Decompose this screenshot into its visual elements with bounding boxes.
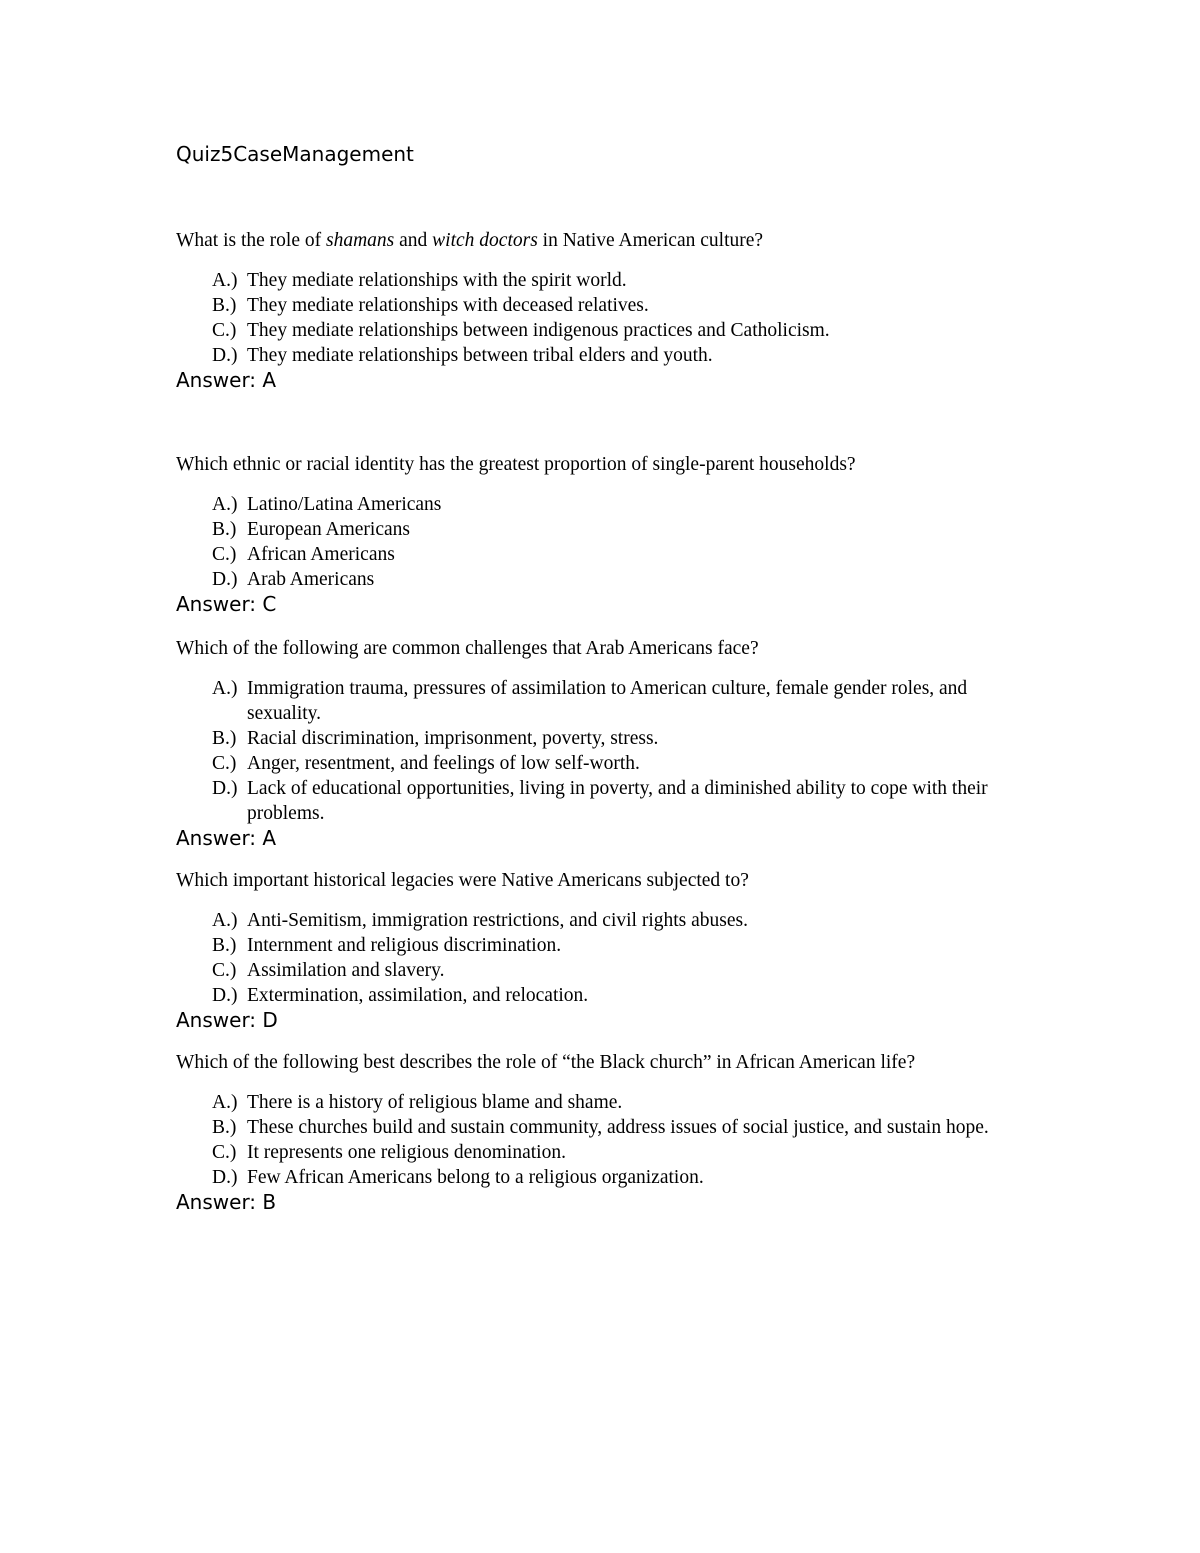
answer-options (176, 492, 1076, 592)
option-text: Assimilation and slavery. (247, 960, 445, 981)
option-letter: B.) (212, 295, 237, 316)
document-title: Quiz5CaseManagement (176, 142, 414, 166)
stem-emphasis: shamans (326, 230, 395, 251)
option-c (176, 958, 1037, 983)
option-letter: A.) (212, 910, 238, 931)
option-text: Anger, resentment, and feelings of low self-worth. (247, 753, 640, 774)
answer-key: Answer: A (176, 826, 277, 850)
option-text: They mediate relationships between indigenous practices and Catholicism. (247, 320, 830, 341)
option-a (176, 908, 1037, 933)
option-letter: D.) (212, 985, 238, 1006)
option-letter: D.) (212, 1167, 238, 1188)
option-d (176, 343, 1037, 368)
option-d (176, 776, 1037, 826)
option-b (176, 293, 1037, 318)
option-a (176, 492, 1037, 517)
question-stem: Which ethnic or racial identity has the greatest proportion of single-parent households? (176, 454, 856, 475)
option-text: They mediate relationships with the spirit world. (247, 270, 627, 291)
option-a (176, 676, 1037, 726)
option-letter: A.) (212, 494, 238, 515)
option-letter: D.) (212, 569, 238, 590)
option-text: Arab Americans (247, 569, 375, 590)
option-text: Immigration trauma, pressures of assimilation to American culture, female gender roles, and sexuality. (247, 678, 968, 724)
option-letter: C.) (212, 544, 237, 565)
option-text: They mediate relationships between tribal elders and youth. (247, 345, 713, 366)
option-a (176, 268, 1037, 293)
answer-options (176, 908, 1076, 1008)
option-d (176, 983, 1037, 1008)
stem-text: What is the role of (176, 230, 326, 251)
answer-options (176, 1090, 1076, 1190)
option-text: Internment and religious discrimination. (247, 935, 562, 956)
answer-key: Answer: C (176, 592, 277, 616)
question-stem (176, 228, 1076, 253)
option-c (176, 751, 1037, 776)
stem-text: in Native American culture? (537, 230, 764, 251)
question-1 (176, 228, 1076, 392)
option-c (176, 1140, 1037, 1165)
answer-key: Answer: D (176, 1008, 278, 1032)
option-d (176, 1165, 1037, 1190)
question-stem: Which of the following best describes the role of “the Black church” in African American life? (176, 1052, 916, 1073)
option-c (176, 542, 1037, 567)
question-stem: Which important historical legacies were Native Americans subjected to? (176, 870, 749, 891)
option-text: Latino/Latina Americans (247, 494, 442, 515)
stem-emphasis: witch doctors (432, 230, 538, 251)
option-a (176, 1090, 1037, 1115)
option-b (176, 1115, 1037, 1140)
option-b (176, 726, 1037, 751)
option-text: African Americans (247, 544, 395, 565)
option-text: Extermination, assimilation, and relocation. (247, 985, 589, 1006)
answer-options (176, 268, 1076, 368)
option-letter: B.) (212, 1117, 237, 1138)
option-letter: C.) (212, 320, 237, 341)
option-b (176, 933, 1037, 958)
answer-options (176, 676, 1076, 826)
answer-key: Answer: A (176, 368, 277, 392)
option-letter: A.) (212, 1092, 238, 1113)
question-2 (176, 452, 1076, 616)
option-c (176, 318, 1037, 343)
question-4 (176, 868, 1076, 1032)
option-letter: B.) (212, 728, 237, 749)
answer-key: Answer: B (176, 1190, 277, 1214)
option-letter: D.) (212, 778, 238, 799)
option-text: There is a history of religious blame and shame. (247, 1092, 623, 1113)
option-text: These churches build and sustain community, address issues of social justice, and sustain hope. (247, 1117, 989, 1138)
option-letter: A.) (212, 270, 238, 291)
option-letter: C.) (212, 1142, 237, 1163)
option-letter: B.) (212, 935, 237, 956)
question-5 (176, 1050, 1076, 1214)
option-letter: C.) (212, 753, 237, 774)
question-stem: Which of the following are common challenges that Arab Americans face? (176, 638, 759, 659)
option-text: European Americans (247, 519, 410, 540)
option-text: Lack of educational opportunities, living in poverty, and a diminished ability to cope with their problems. (247, 778, 988, 824)
option-text: Racial discrimination, imprisonment, poverty, stress. (247, 728, 659, 749)
option-letter: D.) (212, 345, 238, 366)
option-b (176, 517, 1037, 542)
option-letter: A.) (212, 678, 238, 699)
option-text: Anti-Semitism, immigration restrictions, and civil rights abuses. (247, 910, 748, 931)
option-letter: C.) (212, 960, 237, 981)
option-d (176, 567, 1037, 592)
option-text: It represents one religious denomination. (247, 1142, 566, 1163)
question-3 (176, 636, 1076, 850)
option-letter: B.) (212, 519, 237, 540)
option-text: They mediate relationships with deceased relatives. (247, 295, 649, 316)
stem-text: and (394, 230, 433, 251)
option-text: Few African Americans belong to a religious organization. (247, 1167, 704, 1188)
